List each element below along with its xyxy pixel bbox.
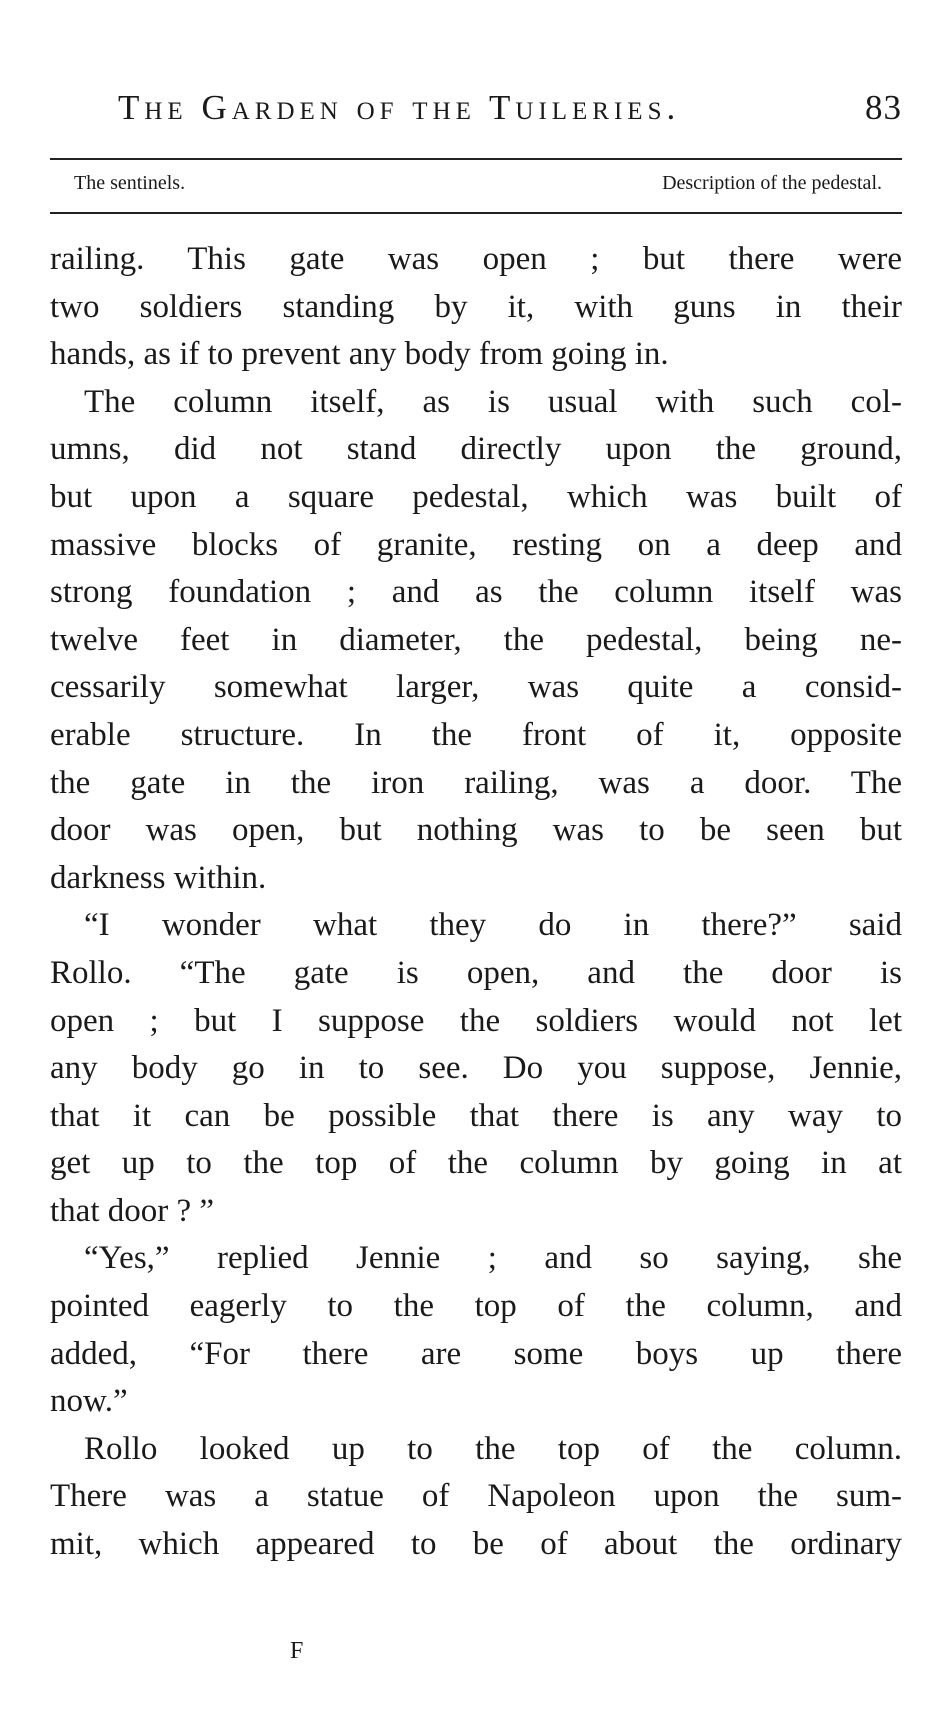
header-rule-top [50, 158, 902, 160]
text-line: Rollo looked up to the top of the column. [84, 1430, 902, 1467]
page-number: 83 [865, 88, 902, 127]
text-line: cessarily somewhat larger, was quite a consid- [50, 669, 902, 706]
text-line: any body go in to see. Do you suppose, Jennie, [50, 1050, 902, 1087]
text-line: that door ? ” [50, 1192, 215, 1229]
text-line: get up to the top of the column by going in at [50, 1145, 902, 1182]
body-text [50, 236, 902, 1569]
text-line: pointed eagerly to the top of the column, and [50, 1288, 902, 1325]
text-line: now.” [50, 1383, 128, 1420]
text-line: but upon a square pedestal, which was built of [50, 478, 902, 515]
text-line: strong foundation ; and as the column itself was [50, 574, 902, 611]
marginal-subheads [50, 172, 902, 202]
text-line: railing. This gate was open ; but there were [50, 241, 902, 277]
running-head [50, 88, 902, 138]
text-line: hands, as if to prevent any body from going in. [50, 336, 669, 373]
text-line: erable structure. In the front of it, opposite [50, 716, 902, 753]
chapter-title: The Garden of the Tuileries. [118, 88, 681, 127]
text-line: door was open, but nothing was to be seen but [50, 812, 902, 849]
text-line: The column itself, as is usual with such col- [84, 383, 902, 420]
text-line: added, “For there are some boys up there [50, 1335, 902, 1372]
text-line: that it can be possible that there is any way to [50, 1097, 902, 1134]
text-line: open ; but I suppose the soldiers would not let [50, 1002, 902, 1039]
text-line: massive blocks of granite, resting on a deep and [50, 526, 902, 563]
text-line: darkness within. [50, 859, 267, 896]
text-line: “I wonder what they do in there?” said [84, 907, 902, 944]
text-line: two soldiers standing by it, with guns in their [50, 288, 902, 325]
text-line: “Yes,” replied Jennie ; and so saying, she [84, 1240, 902, 1277]
header-rule-bottom [50, 212, 902, 214]
text-line: mit, which appeared to be of about the ordinary [50, 1526, 902, 1563]
signature-mark: F [290, 1638, 304, 1664]
text-line: twelve feet in diameter, the pedestal, being ne- [50, 621, 902, 658]
subhead-right: Description of the pedestal. [662, 172, 882, 194]
text-line: umns, did not stand directly upon the ground, [50, 431, 902, 468]
text-line: the gate in the iron railing, was a door. The [50, 764, 902, 801]
text-line: There was a statue of Napoleon upon the sum- [50, 1478, 902, 1515]
subhead-left: The sentinels. [74, 172, 186, 194]
text-line: Rollo. “The gate is open, and the door is [50, 954, 902, 991]
